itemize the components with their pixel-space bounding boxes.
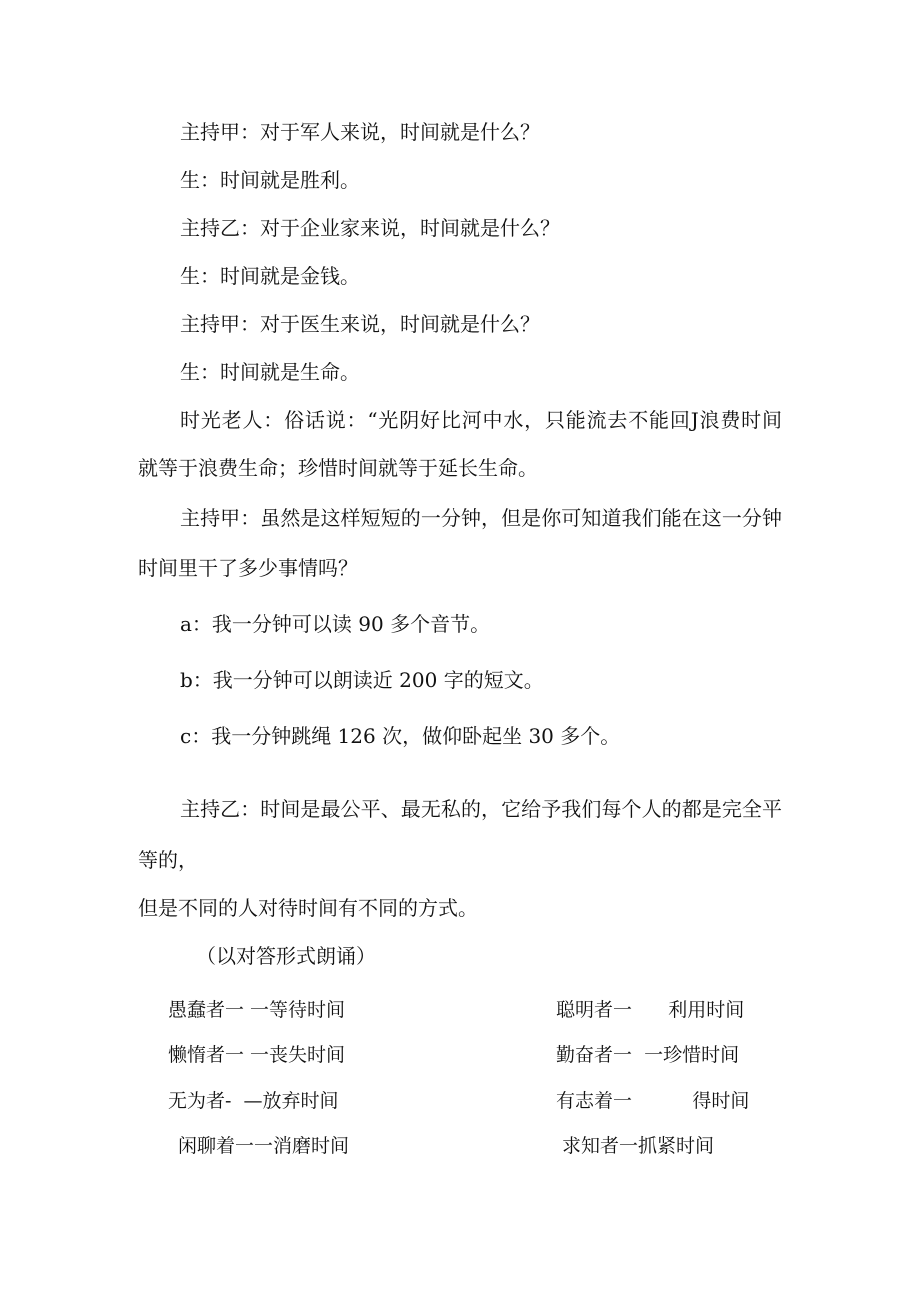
dialogue-line-2: 生：时间就是胜利。 xyxy=(180,168,360,192)
host-b-line-2: 等的， xyxy=(138,848,198,872)
recital-note: （以对答形式朗诵） xyxy=(196,944,376,968)
elder-line-2: 就等于浪费生命；珍惜时间就等于延长生命。 xyxy=(138,456,538,480)
pair-left-1: 愚蠢者一 一等待时间 xyxy=(168,999,346,1021)
pair-right-3: 有志着一 得时间 xyxy=(556,1090,750,1112)
dialogue-line-5: 主持甲：对于医生来说，时间就是什么？ xyxy=(180,312,540,336)
dialogue-line-3: 主持乙：对于企业家来说，时间就是什么？ xyxy=(180,216,560,240)
host-a-question-line-2: 时间里干了多少事情吗？ xyxy=(138,556,358,580)
host-b-line-3: 但是不同的人对待时间有不同的方式。 xyxy=(138,896,478,920)
pair-right-4: 求知者一抓紧时间 xyxy=(562,1135,715,1157)
pair-left-4: 闲聊着一一消磨时间 xyxy=(178,1135,350,1157)
elder-line-1: 时光老人：俗话说：“光阴好比河中水，只能流去不能回J浪费时间 xyxy=(180,408,782,432)
dialogue-line-6: 生：时间就是生命。 xyxy=(180,360,360,384)
answer-c: c：我一分钟跳绳 126 次，做仰卧起坐 30 多个。 xyxy=(180,724,621,748)
pair-right-2: 勤奋者一 一珍惜时间 xyxy=(556,1044,740,1066)
answer-a: a：我一分钟可以读 90 多个音节。 xyxy=(180,612,491,636)
answer-b: b：我一分钟可以朗读近 200 字的短文。 xyxy=(180,668,544,692)
pair-right-1: 聪明者一 利用时间 xyxy=(556,999,745,1021)
dialogue-line-1: 主持甲：对于军人来说，时间就是什么？ xyxy=(180,120,540,144)
host-b-line-1: 主持乙：时间是最公平、最无私的，它给予我们每个人的都是完全平 xyxy=(180,797,782,821)
pair-left-2: 懒惰者一 一丧失时间 xyxy=(168,1044,346,1066)
pair-left-3: 无为者- —放弃时间 xyxy=(168,1090,339,1112)
dialogue-line-4: 生：时间就是金钱。 xyxy=(180,264,360,288)
host-a-question-line-1: 主持甲：虽然是这样短短的一分钟，但是你可知道我们能在这一分钟 xyxy=(180,506,782,530)
